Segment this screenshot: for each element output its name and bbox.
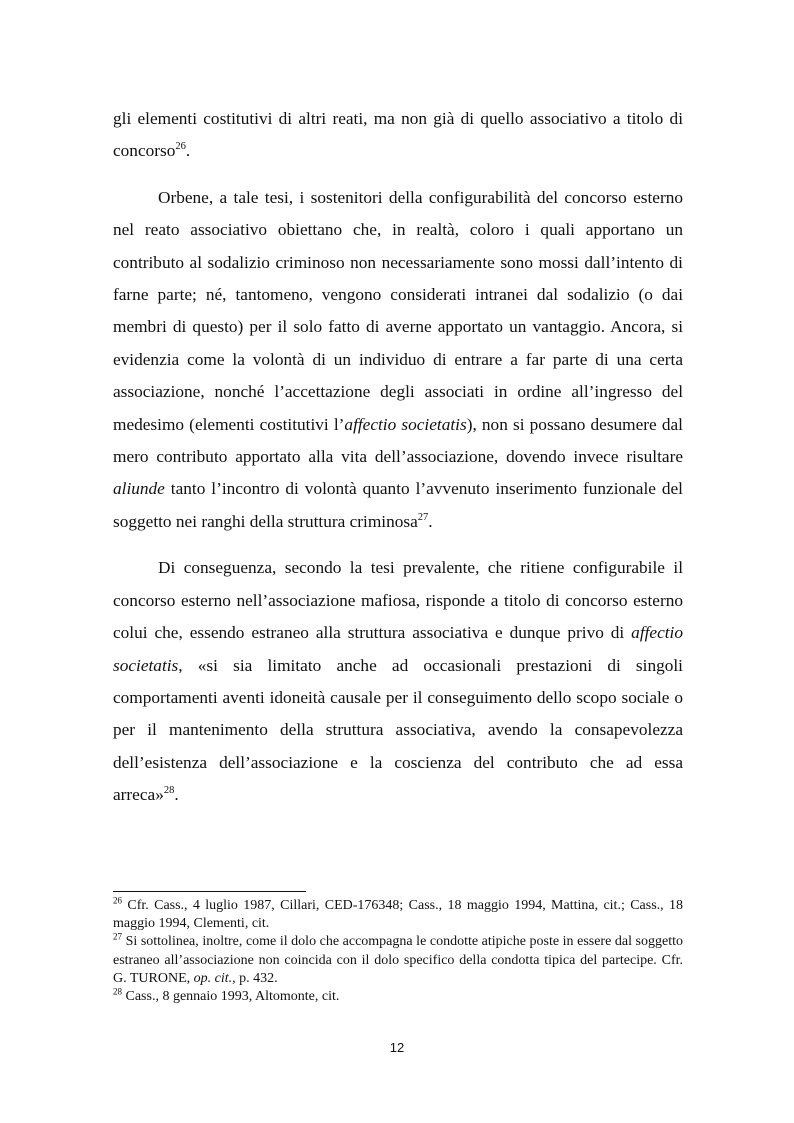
footnote-28 [113,988,683,1006]
paragraph-2-end: . [428,511,433,531]
paragraph-1 [113,103,683,168]
footnote-number: 27 [113,931,122,942]
footnote-italic: op. cit., [193,970,236,986]
paragraph-3 [113,552,683,811]
paragraph-2 [113,182,683,538]
paragraph-1-text: gli elementi costitutivi di altri reati, ma non già di quello associativo a titolo di concorso [113,109,683,161]
paragraph-2-italic-a: affectio societatis [344,414,467,434]
footnote-ref-27[interactable]: 27 [417,512,429,524]
main-text [113,103,683,812]
paragraph-3-text-a: Di conseguenza, secondo la tesi prevalente, che ritiene configurabile il concorso esterno nell’associazione mafiosa, risponde a titolo di concorso esterno colui che, essendo estraneo alla struttura associativa e dunque privo di [113,558,683,643]
paragraph-3-text-b: , «si sia limitato anche ad occasionali prestazioni di singoli comportamenti aventi idoneità causale per il conseguimento dello scopo sociale o per il mantenimento della struttura associativa, avendo la consapevolezza dell’esistenza dell’associazione e la coscienza del contributo che ad essa arreca» [113,655,683,805]
footnote-27 [113,933,683,988]
footnote-text: Cfr. Cass., 4 luglio 1987, Cillari, CED-176348; Cass., 18 maggio 1994, Mattina, cit.; Cass., 18 maggio 1994, Clementi, cit. [113,898,683,932]
paragraph-1-end: . [185,141,191,161]
footnote-text-end: p. 432. [235,970,278,986]
footnotes [113,897,683,1006]
footnote-divider [113,891,306,892]
footnote-26 [113,897,683,933]
footnote-ref-28[interactable]: 28 [163,785,175,797]
paragraph-3-italic-a: affectio societatis [113,623,683,675]
paragraph-3-end: . [174,785,179,805]
paragraph-2-text-b: ), non si possano desumere dal mero contributo apportato alla vita dell’associazione, dovendo invece risultare [113,414,683,467]
paragraph-2-text-c: tanto l’incontro di volontà quanto l’avvenuto inserimento funzionale del soggetto nei ranghi della struttura criminosa [113,479,683,531]
footnote-number: 28 [113,986,122,997]
paragraph-2-italic-b: aliunde [113,479,165,499]
paragraph-2-text-a: Orbene, a tale tesi, i sostenitori della configurabilità del concorso esterno nel reato associativo obiettano che, in realtà, coloro i quali apportano un contributo al sodalizio criminoso non necessariamente sono mossi dall’intento di farne parte; né, tantomeno, vengono considerati intranei dal sodalizio (o dai membri di questo) per il solo fatto di averne apportato un vantaggio. Ancora, si evidenzia come la volontà di un individuo di entrare a far parte di una certa associazione, nonché l’accettazione degli associati in ordine all’ingresso del medesimo (elementi costitutivi l’ [113,187,683,434]
footnote-number: 26 [113,895,122,906]
page-number: 12 [389,1040,405,1055]
footnote-text: Si sottolinea, inoltre, come il dolo che accompagna le condotte atipiche poste in essere dal soggetto estraneo all’associazione non coincida con il dolo specifico della condotta tipica del partecipe. Cfr. G. TURONE, [113,934,683,986]
footnote-text: Cass., 8 gennaio 1993, Altomonte, cit. [122,989,340,1005]
footnote-ref-26[interactable]: 26 [175,141,186,153]
